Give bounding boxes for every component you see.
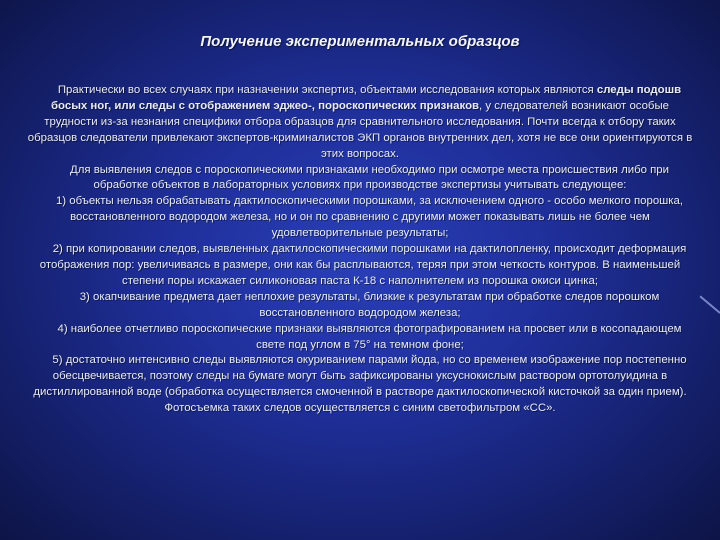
intro-bold-text: следы подошв босых ног, или следы с отображением эджео-, пороскопических признаков bbox=[51, 84, 682, 112]
list-item bbox=[24, 194, 696, 242]
list-item bbox=[24, 353, 696, 417]
decorative-edge-line bbox=[699, 296, 720, 314]
conditions-text: Для выявления следов с пороскопическими признаками необходимо при осмотре места происшествия либо при обработке объектов в лабораторных условиях при производстве экспертизы учитывать следующее: bbox=[70, 163, 669, 192]
list-item-2-text: 2) при копировании следов, выявленных дактилоскопическими порошками на дактилопленку, происходит деформация отображения пор: увеличиваясь в размере, они как бы расплываются, теряя при этом четкость контуров. В наименьшей степени поры искажает силиконовая паста К-18 с наполнителем из порошка окиси цинка; bbox=[39, 243, 687, 287]
list-item-4-text: 4) наиболее отчетливо пороскопические признаки выявляются фотографированием на просвет или в косопадающем свете под углом в 75° на темном фоне; bbox=[57, 322, 682, 351]
paragraph-intro bbox=[24, 83, 696, 163]
slide-title: Получение экспериментальных образцов bbox=[200, 33, 520, 50]
paragraph-conditions bbox=[24, 163, 696, 195]
intro-text-a: Практически во всех случаях при назначении экспертиз, объектами исследования которых являются bbox=[57, 84, 597, 96]
intro-text-b: , у следователей возникают особые трудности из-за незнания специфики отбора образцов для сравнительного исследования. Почти всегда к отбору таких образцов следователи привлекают экспертов-криминалистов ЭКП органов внутренних дел, хотя не все они ориентируются в этих вопросах. bbox=[27, 99, 693, 160]
list-item-1-text: 1) объекты нельзя обрабатывать дактилоскопическими порошками, за исключением одного - особо мелкого порошка, восстановленного водородом железа, но и он по сравнению с другими может показывать лишь не более чем удовлетворительные результаты; bbox=[55, 195, 684, 240]
list-item bbox=[24, 322, 696, 354]
list-item bbox=[24, 242, 696, 290]
list-item-5-text: 5) достаточно интенсивно следы выявляются окуриванием парами йода, но со временем изображение пор постепенно обесцвечивается, поэтому следы на бумаге могут быть зафиксированы уксуснокислым раствором ортотолуидина в дистиллированной воде (обработка осуществляется смоченной в растворе дактилоскопической кисточкой за один прием). Фотосъемка таких следов осуществляется с синим светофильтром «СС». bbox=[33, 354, 687, 415]
list-item-3-text: 3) окапчивание предмета дает неплохие результаты, близкие к результатам при обработке следов порошком восстановленного водородом железа; bbox=[79, 290, 660, 319]
slide-body bbox=[24, 83, 696, 417]
list-item bbox=[24, 290, 696, 322]
